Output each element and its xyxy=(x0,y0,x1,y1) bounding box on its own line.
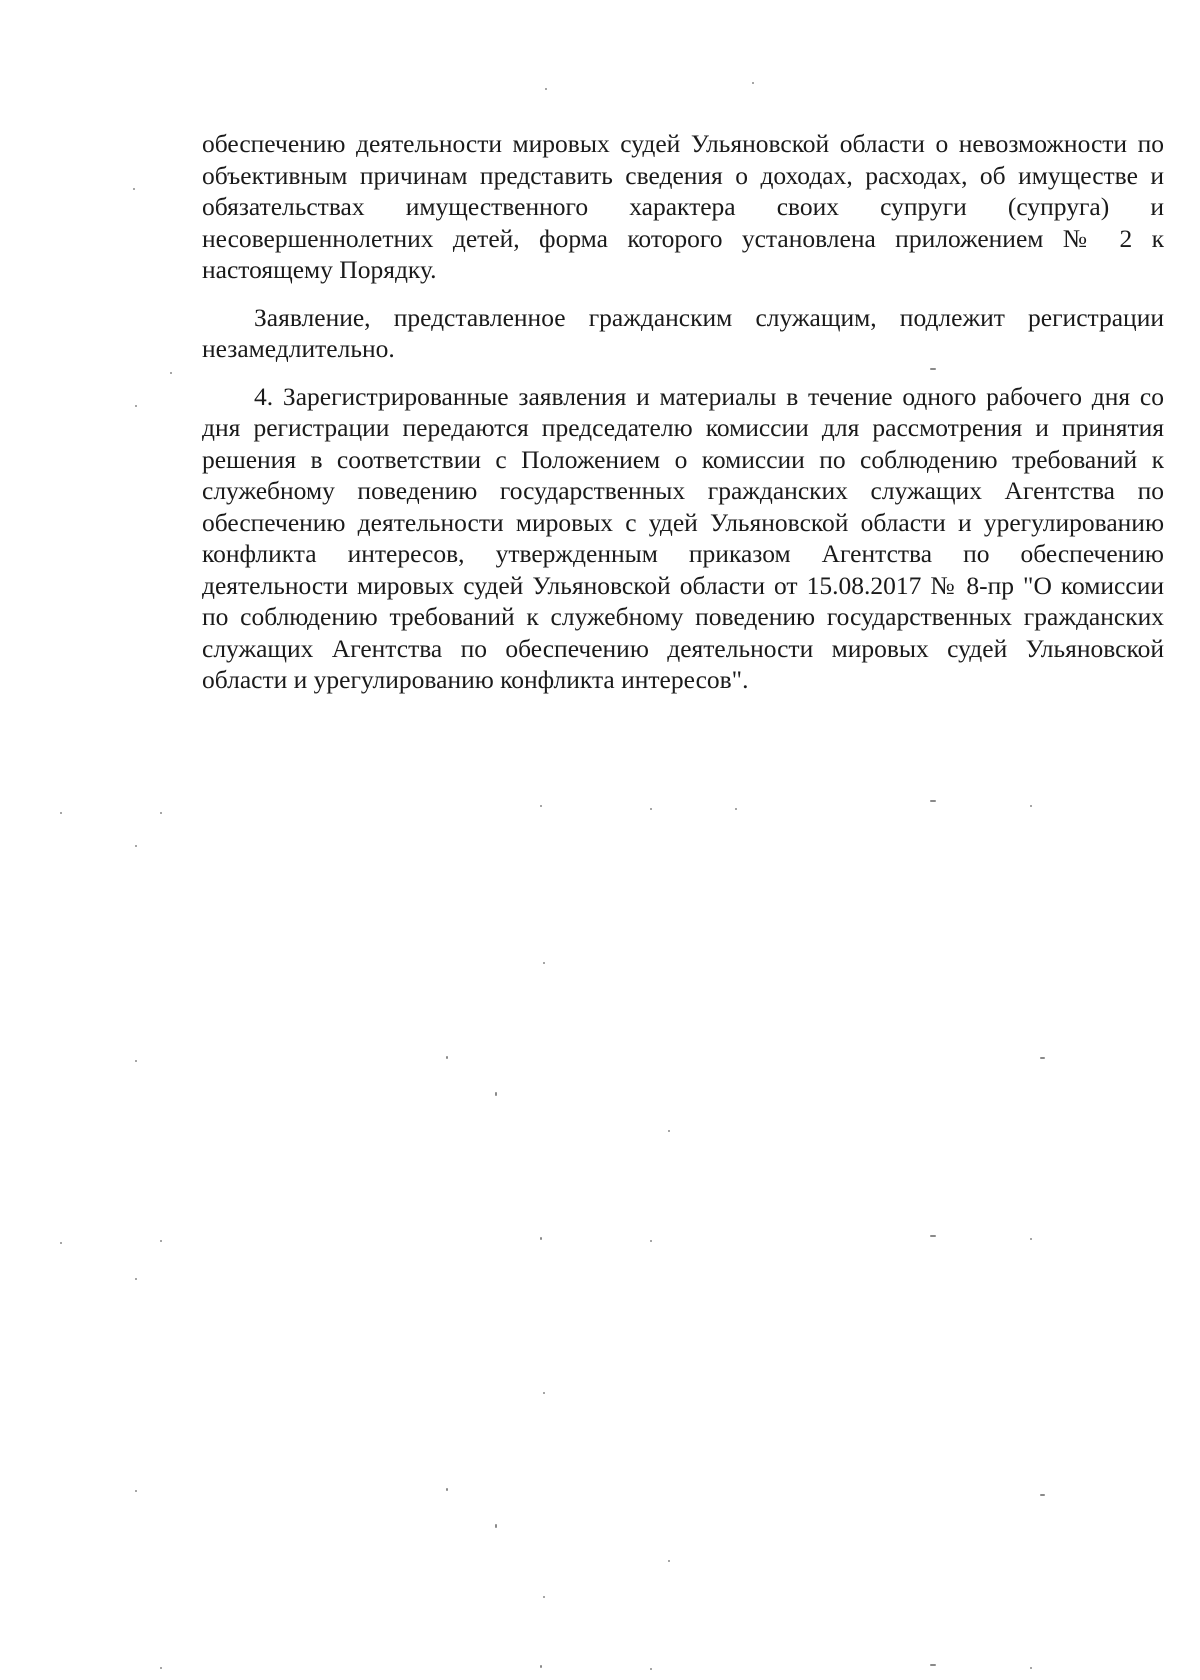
paragraph-continuation: обеспечению деятельности мировых судей Ульяновской области о невозможности по объективным причинам представить сведения о доходах, расходах, об имуществе и обязательствах имущественного характера своих супруги (супруга) и несовершеннолетних детей, форма которого установлена приложением № 2 к настоящему Порядку. xyxy=(202,129,1164,284)
paragraph-registration: Заявление, представленное гражданским служащим, подлежит регистрации незамедлительно. xyxy=(202,302,1164,363)
document-body xyxy=(202,128,1164,696)
paragraph-item-4: 4. Зарегистрированные заявления и материалы в течение одного рабочего дня со дня регистрации передаются председателю комиссии для рассмотрения и принятия решения в соответствии с Положением о комиссии по соблюдению требований к служебному поведению государственных гражданских служащих Агентства по обеспечению деятельности мировых с удей Ульяновской области и урегулированию конфликта интересов, утвержденным приказом Агентства по обеспечению деятельности мировых судей Ульяновской области от 15.08.2017 № 8-пр "О комиссии по соблюдению требований к служебному поведению государственных гражданских служащих Агентства по обеспечению деятельности мировых судей Ульяновской области и урегулированию конфликта интересов". xyxy=(202,381,1164,694)
